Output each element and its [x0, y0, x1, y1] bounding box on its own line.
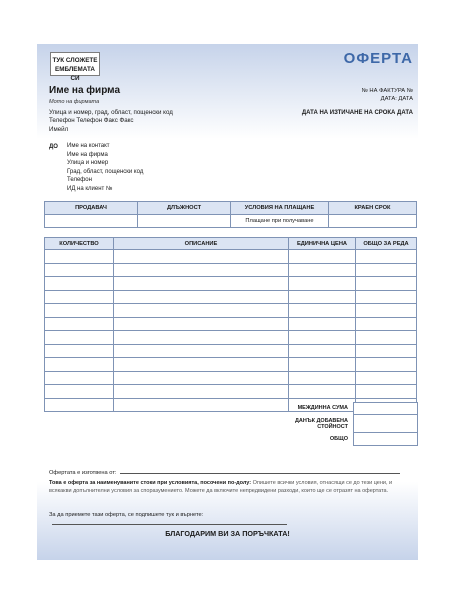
- table-cell[interactable]: [45, 290, 114, 304]
- table-cell[interactable]: [45, 331, 114, 345]
- header-salesperson: ПРОДАВАЧ: [45, 202, 138, 215]
- expiry-date[interactable]: ДАТА НА ИЗТИЧАНЕ НА СРОКА ДАТА: [301, 110, 413, 116]
- quote-title: ОФЕРТА: [343, 50, 413, 67]
- table-cell[interactable]: [356, 331, 417, 345]
- table-cell[interactable]: [114, 371, 289, 385]
- total-value[interactable]: [353, 433, 418, 446]
- cell-payment-terms[interactable]: Плащане при получаване: [231, 215, 329, 228]
- vat-row: [281, 415, 418, 433]
- table-cell[interactable]: [289, 331, 356, 345]
- table-cell[interactable]: [289, 263, 356, 277]
- table-cell[interactable]: [289, 250, 356, 264]
- logo-placeholder[interactable]: [50, 52, 100, 82]
- total-row: [281, 433, 418, 446]
- cell-salesperson[interactable]: [45, 215, 138, 228]
- quote-page: [37, 44, 418, 560]
- table-cell[interactable]: [114, 331, 289, 345]
- accept-signature: [49, 512, 418, 527]
- subtotal-value[interactable]: [353, 402, 418, 415]
- table-cell[interactable]: [356, 317, 417, 331]
- header-unit-price: ЕДИНИЧНА ЦЕНА: [289, 238, 356, 250]
- table-cell[interactable]: [45, 304, 114, 318]
- prepared-by-label: Офертата е изготвена от:: [49, 470, 117, 476]
- table-cell[interactable]: [114, 358, 289, 372]
- company-address-block: [49, 109, 173, 134]
- table-cell[interactable]: [45, 344, 114, 358]
- terms-body[interactable]: Опишете всички условия, отнасящи се до тези цени, и всякакви допълнителни условия за споразумението. Можете да включите непредвидени разходи, които ще се отразят на офертата.: [49, 480, 393, 494]
- table-cell[interactable]: [289, 385, 356, 399]
- table-cell[interactable]: [356, 250, 417, 264]
- table-cell[interactable]: [356, 344, 417, 358]
- total-label: ОБЩО: [329, 436, 348, 443]
- table-cell[interactable]: [289, 344, 356, 358]
- table-cell[interactable]: [114, 290, 289, 304]
- subtotal-label: МЕЖДИННА СУМА: [297, 405, 348, 412]
- vat-label-line-1: ДАНЪК ДОБАВЕНА: [294, 417, 348, 424]
- header-line-total: ОБЩО ЗА РЕДА: [356, 238, 417, 250]
- table-row: [45, 277, 417, 291]
- terms-lead: Това е оферта за наименуваните стоки при условията, посочени по-долу:: [49, 480, 252, 486]
- header-quantity: КОЛИЧЕСТВО: [45, 238, 114, 250]
- table-cell[interactable]: [289, 317, 356, 331]
- invoice-info: [362, 88, 413, 103]
- company-motto[interactable]: Мото на фирмата: [49, 99, 100, 105]
- subtotal-row: [281, 402, 418, 415]
- table-cell[interactable]: [114, 344, 289, 358]
- table-cell[interactable]: [289, 304, 356, 318]
- table-cell[interactable]: [356, 358, 417, 372]
- table-cell[interactable]: [114, 317, 289, 331]
- prepared-by: [49, 467, 400, 476]
- sales-table-header: [45, 202, 417, 215]
- cell-job[interactable]: [138, 215, 231, 228]
- to-address-block: [67, 142, 143, 194]
- company-name[interactable]: Име на фирма: [49, 85, 121, 96]
- table-cell[interactable]: [45, 385, 114, 399]
- to-company-name[interactable]: Име на фирма: [67, 151, 108, 158]
- items-table-header: [45, 238, 417, 250]
- prepared-by-line[interactable]: [120, 467, 400, 474]
- table-row: [45, 290, 417, 304]
- table-cell[interactable]: [114, 263, 289, 277]
- table-row: [45, 358, 417, 372]
- terms-text: [49, 480, 409, 495]
- table-cell[interactable]: [114, 277, 289, 291]
- table-row: [45, 344, 417, 358]
- vat-label: [283, 418, 353, 431]
- header-description: ОПИСАНИЕ: [114, 238, 289, 250]
- items-table: [44, 237, 417, 412]
- invoice-date[interactable]: ДАТА: ДАТА: [380, 95, 413, 102]
- to-contact-name[interactable]: Име на контакт: [67, 143, 110, 149]
- header-job: ДЛЪЖНОСТ: [138, 202, 231, 215]
- vat-label-line-2: СТОЙНОСТ: [317, 424, 348, 430]
- logo-line-1: ТУК СЛОЖЕТЕ: [52, 57, 98, 64]
- table-row: [45, 263, 417, 277]
- company-phones[interactable]: Телефон Телефон Факс Факс: [49, 117, 134, 125]
- logo-line-2: ЕМБЛЕМАТА СИ: [55, 66, 95, 82]
- table-row: [45, 385, 417, 399]
- to-label: ДО: [49, 144, 58, 150]
- header-payment-terms: УСЛОВИЯ НА ПЛАЩАНЕ: [231, 202, 329, 215]
- table-cell[interactable]: [45, 358, 114, 372]
- to-customer-id[interactable]: ИД на клиент №: [67, 185, 113, 192]
- table-cell[interactable]: [45, 317, 114, 331]
- table-cell[interactable]: [45, 250, 114, 264]
- cell-due-date[interactable]: [329, 215, 417, 228]
- table-cell[interactable]: [114, 250, 289, 264]
- table-cell[interactable]: [114, 398, 289, 412]
- table-row: [45, 371, 417, 385]
- totals-block: [281, 402, 418, 446]
- table-cell[interactable]: [45, 277, 114, 291]
- table-cell[interactable]: [45, 371, 114, 385]
- table-cell[interactable]: [289, 371, 356, 385]
- sales-table-row: [45, 215, 417, 228]
- company-address[interactable]: Улица и номер, град, област, пощенски код: [49, 109, 173, 116]
- table-cell[interactable]: [356, 277, 417, 291]
- table-cell[interactable]: [45, 263, 114, 277]
- table-cell[interactable]: [114, 304, 289, 318]
- table-cell[interactable]: [289, 358, 356, 372]
- signature-line[interactable]: [52, 518, 287, 525]
- table-row: [45, 304, 417, 318]
- to-street[interactable]: Улица и номер: [67, 160, 109, 167]
- to-city[interactable]: Град, област, пощенски код: [67, 168, 144, 175]
- accept-label: За да приемете тази оферта, се подпишете тук и върнете:: [49, 512, 204, 518]
- thank-you-message: БЛАГОДАРИМ ВИ ЗА ПОРЪЧКАТА!: [165, 529, 290, 538]
- table-cell[interactable]: [289, 277, 356, 291]
- sales-table: [44, 201, 417, 228]
- table-cell[interactable]: [289, 290, 356, 304]
- table-row: [45, 317, 417, 331]
- company-email[interactable]: Имейл: [49, 125, 69, 133]
- table-cell[interactable]: [356, 371, 417, 385]
- table-cell[interactable]: [356, 263, 417, 277]
- header-due-date: КРАЕН СРОК: [329, 202, 417, 215]
- table-cell[interactable]: [114, 385, 289, 399]
- items-table-body: [45, 250, 417, 412]
- invoice-number[interactable]: № НА ФАКТУРА №: [361, 88, 413, 94]
- to-phone[interactable]: Телефон: [67, 177, 92, 184]
- vat-value[interactable]: [353, 415, 418, 433]
- table-cell[interactable]: [356, 304, 417, 318]
- table-cell[interactable]: [356, 290, 417, 304]
- table-cell[interactable]: [45, 398, 114, 412]
- table-row: [45, 250, 417, 264]
- table-row: [45, 331, 417, 345]
- table-cell[interactable]: [356, 385, 417, 399]
